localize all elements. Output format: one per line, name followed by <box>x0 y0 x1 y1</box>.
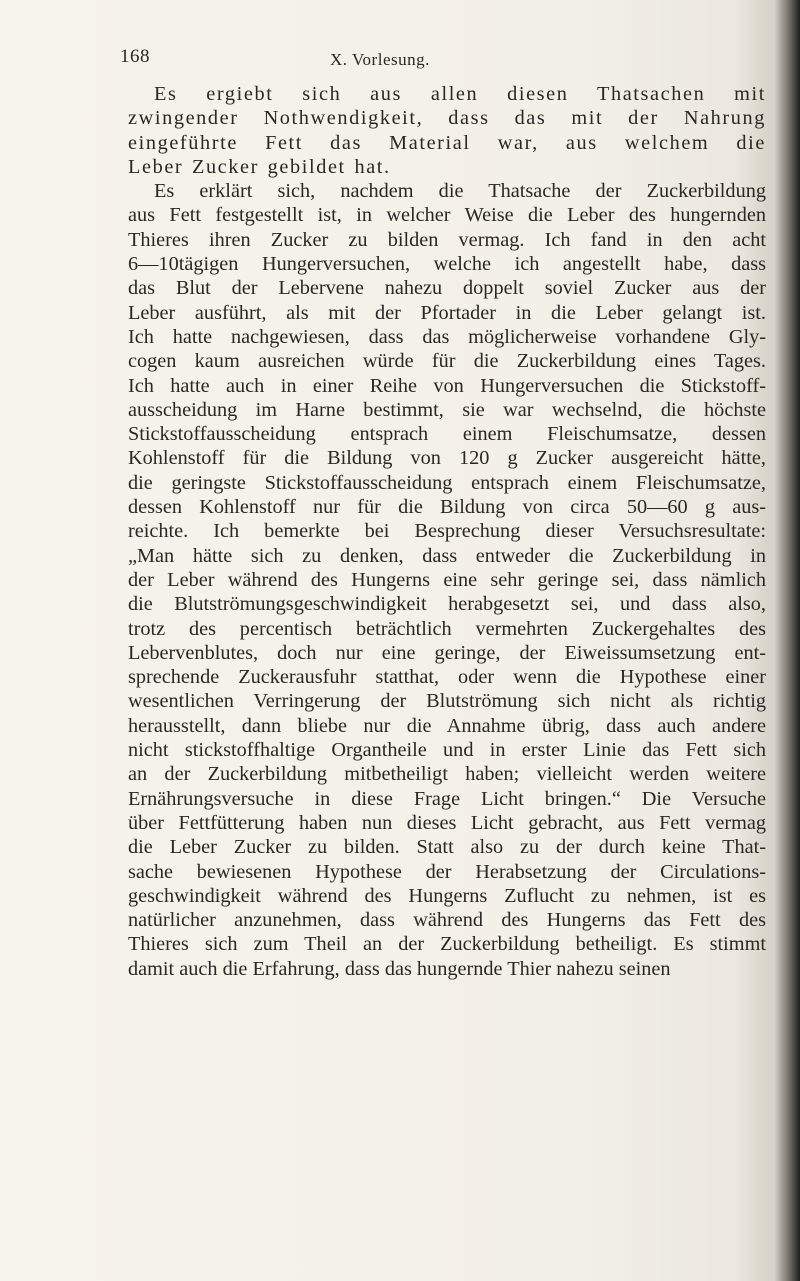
text-line: Lebervenblutes, doch nur eine geringe, der Eiweissumsetzung ent- <box>128 641 766 664</box>
page-header <box>120 44 760 74</box>
text-line: Es erklärt sich, nachdem die Thatsache der Zuckerbildung <box>154 180 766 203</box>
text-line: über Fettfütterung haben nun dieses Licht gebracht, aus Fett vermag <box>128 811 766 834</box>
text-line: Leber Zucker gebildet hat. <box>128 155 391 178</box>
text-line: Stickstoffausscheidung entsprach einem Fleischumsatze, dessen <box>128 423 766 446</box>
text-line: trotz des percentisch beträchtlich vermehrten Zuckergehaltes des <box>128 617 766 640</box>
text-line: Thieres ihren Zucker zu bilden vermag. Ich fand in den acht <box>128 228 766 251</box>
text-line: 6—10tägigen Hungerversuchen, welche ich angestellt habe, dass <box>128 253 766 276</box>
text-line: „Man hätte sich zu denken, dass entweder die Zuckerbildung in <box>128 544 766 567</box>
text-line: der Leber während des Hungerns eine sehr geringe sei, dass nämlich <box>128 568 766 591</box>
text-line: reichte. Ich bemerkte bei Besprechung dieser Versuchsresultate: <box>128 520 766 543</box>
text-line: herausstellt, dann bliebe nur die Annahme übrig, dass auch andere <box>128 714 766 737</box>
page-number: 168 <box>120 46 150 67</box>
paragraph <box>128 179 766 981</box>
text-line: cogen kaum ausreichen würde für die Zuckerbildung eines Tages. <box>128 350 766 373</box>
paragraph <box>128 82 766 179</box>
text-line: natürlicher anzunehmen, dass während des Hungerns das Fett des <box>128 909 766 932</box>
text-line: ausscheidung im Harne bestimmt, sie war wechselnd, die höchste <box>128 398 766 421</box>
text-line: Leber ausführt, als mit der Pfortader in die Leber gelangt ist. <box>128 301 766 324</box>
body-text <box>128 82 766 981</box>
text-line: Ich hatte nachgewiesen, dass das möglicherweise vorhandene Gly- <box>128 325 766 348</box>
text-line: dessen Kohlenstoff nur für die Bildung von circa 50—60 g aus- <box>128 496 766 519</box>
text-line: zwingender Nothwendigkeit, dass das mit der Nahrung <box>128 107 766 130</box>
text-line: Ernährungsversuche in diese Frage Licht bringen.“ Die Versuche <box>128 787 766 810</box>
text-line: damit auch die Erfahrung, dass das hungernde Thier nahezu seinen <box>128 957 671 980</box>
text-line: sprechende Zuckerausfuhr statthat, oder wenn die Hypothese einer <box>128 666 766 689</box>
text-line: nicht stickstoffhaltige Organtheile und in erster Linie das Fett sich <box>128 739 766 762</box>
text-line: wesentlichen Verringerung der Blutströmung sich nicht als richtig <box>128 690 766 713</box>
text-line: die Leber Zucker zu bilden. Statt also zu der durch keine That- <box>128 836 766 859</box>
text-line: Ich hatte auch in einer Reihe von Hungerversuchen die Stickstoff- <box>128 374 766 397</box>
text-line: Es ergiebt sich aus allen diesen Thatsachen mit <box>154 83 766 105</box>
text-line: sache bewiesenen Hypothese der Herabsetzung der Circulations- <box>128 860 766 883</box>
text-line: Kohlenstoff für die Bildung von 120 g Zucker ausgereicht hätte, <box>128 447 766 470</box>
text-line: Thieres sich zum Theil an der Zuckerbildung betheiligt. Es stimmt <box>128 933 766 956</box>
text-line: das Blut der Lebervene nahezu doppelt soviel Zucker aus der <box>128 277 766 300</box>
text-line: geschwindigkeit während des Hungerns Zuflucht zu nehmen, ist es <box>128 884 766 907</box>
text-line: die geringste Stickstoffausscheidung entsprach einem Fleischumsatze, <box>128 471 766 494</box>
book-spine-shadow <box>774 0 800 1281</box>
text-line: die Blutströmungsgeschwindigkeit herabgesetzt sei, und dass also, <box>128 593 766 616</box>
text-line: aus Fett festgestellt ist, in welcher Weise die Leber des hungernden <box>128 204 766 227</box>
running-head: X. Vorlesung. <box>330 50 430 69</box>
text-line: an der Zuckerbildung mitbetheiligt haben; vielleicht werden weitere <box>128 763 766 786</box>
text-line: eingeführte Fett das Material war, aus welchem die <box>128 131 766 154</box>
